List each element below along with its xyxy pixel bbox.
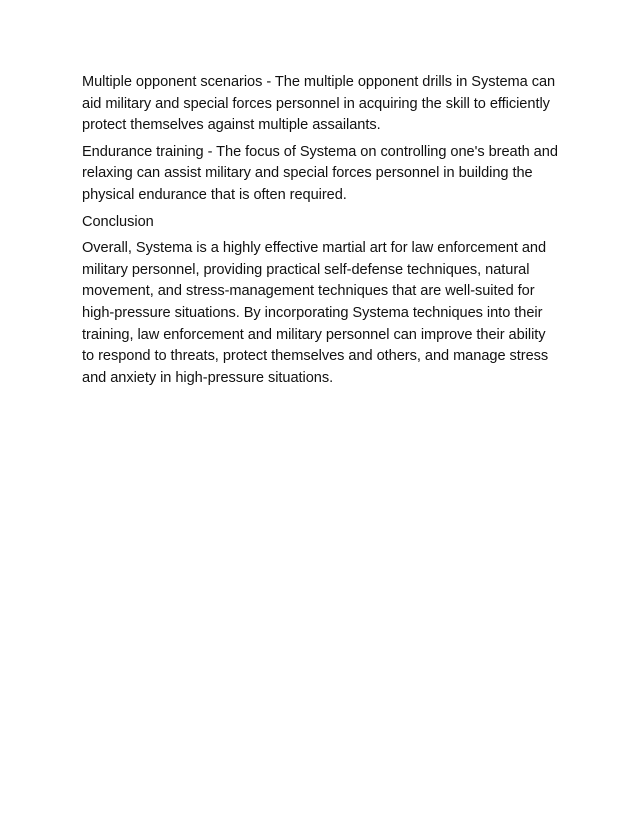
- paragraph-multiple-opponent-scenarios: Multiple opponent scenarios - The multiple opponent drills in Systema can aid military and special forces personnel in acquiring the skill to efficiently protect themselves against multiple assailants.: [82, 74, 556, 134]
- heading-conclusion: Conclusion: [82, 213, 154, 230]
- paragraph-endurance-training: Endurance training - The focus of Systema on controlling one's breath and relaxing can assist military and special forces personnel in building the physical endurance that is often required.: [82, 143, 558, 203]
- paragraph-conclusion-body: Overall, Systema is a highly effective martial art for law enforcement and military personnel, providing practical self-defense techniques, natural movement, and stress-management techniques that are well-suited for high-pressure situations. By incorporating Systema techniques into their training, law enforcement and military personnel can improve their ability to respond to threats, protect themselves and others, and manage stress and anxiety in high-pressure situations.: [82, 240, 549, 386]
- document-body: [82, 72, 562, 394]
